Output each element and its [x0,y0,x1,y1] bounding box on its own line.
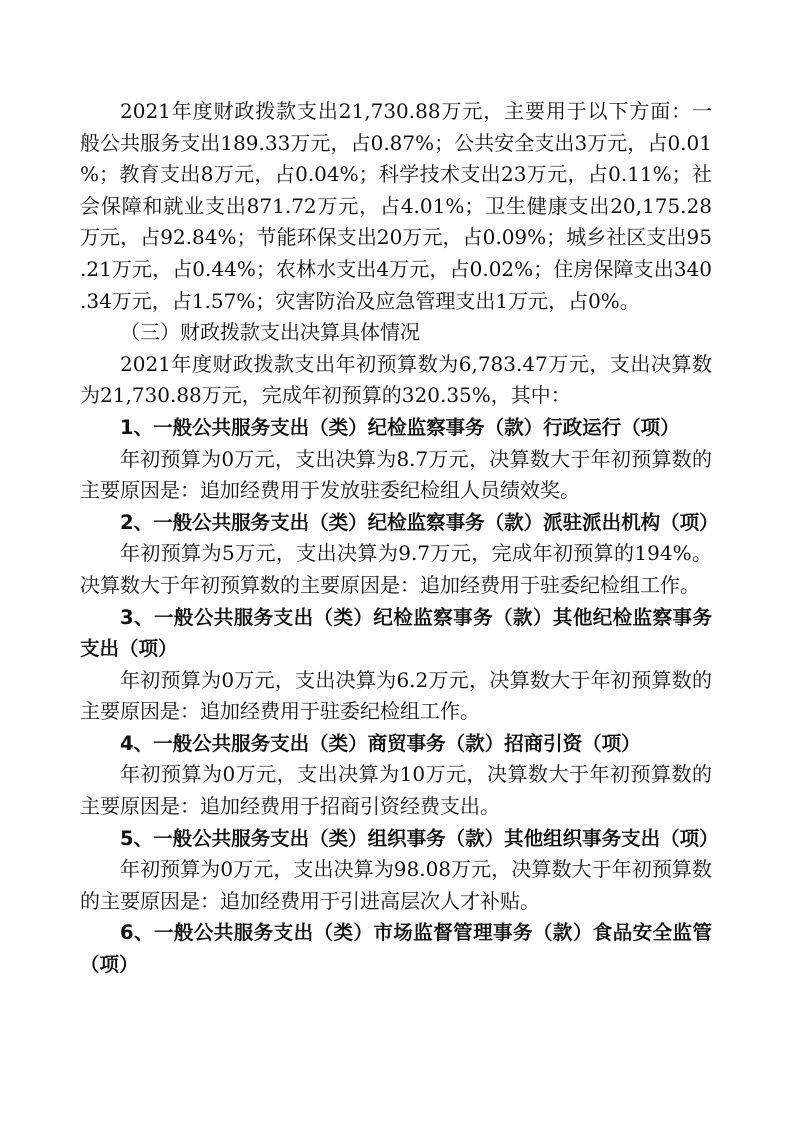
item-detail-3: 年初预算为0万元，支出决算为6.2万元，决算数大于年初预算数的主要原因是：追加经费用于驻委纪检组工作。 [80,667,712,724]
item-heading-1: 1、一般公共服务支出（类）纪检监察事务（款）行政运行（项） [120,415,680,439]
section-heading: （三）财政拨款支出决算具体情况 [120,320,420,345]
item-heading-3: 3、一般公共服务支出（类）纪检监察事务（款）其他纪检监察事务支出（项） [80,605,712,661]
budget-overview-paragraph: 2021年度财政拨款支出年初预算数为6,783.47万元，支出决算数为21,730.88万元，完成年初预算的320.35%，其中： [80,351,712,408]
document-body [80,96,719,981]
item-detail-4: 年初预算为0万元，支出决算为10万元，决算数大于年初预算数的主要原因是：追加经费用于招商引资经费支出。 [80,762,712,819]
item-detail-2: 年初预算为5万元，支出决算为9.7万元，完成年初预算的194%。决算数大于年初预算数的主要原因是：追加经费用于驻委纪检组工作。 [80,541,712,597]
item-detail-5: 年初预算为0万元，支出决算为98.08万元，决算数大于年初预算数的主要原因是：追加经费用于引进高层次人才补贴。 [80,857,712,913]
item-heading-4: 4、一般公共服务支出（类）商贸事务（款）招商引资（项） [120,731,641,755]
item-detail-1: 年初预算为0万元，支出决算为8.7万元，决算数大于年初预算数的主要原因是：追加经费用于发放驻委纪检组人员绩效奖。 [80,446,712,503]
item-heading-2: 2、一般公共服务支出（类）纪检监察事务（款）派驻派出机构（项） [120,510,719,534]
expenditure-summary-paragraph: 2021年度财政拨款支出21,730.88万元，主要用于以下方面：一般公共服务支出189.33万元，占0.87%；公共安全支出3万元，占0.01%；教育支出8万元，占0.04%；科学技术支出23万元，占0.11%；社会保障和就业支出871.72万元，占4.01%；卫生健康支出20,175.28万元，占92.84%；节能环保支出20万元，占0.09%；城乡社区支出95.21万元，占0.44%；农林水支出4万元，占0.02%；住房保障支出340.34万元，占1.57%；灾害防治及应急管理支出1万元，占0%。 [80,99,712,313]
item-heading-6: 6、一般公共服务支出（类）市场监督管理事务（款）食品安全监管（项） [80,921,712,977]
item-heading-5: 5、一般公共服务支出（类）组织事务（款）其他组织事务支出（项） [120,826,719,850]
